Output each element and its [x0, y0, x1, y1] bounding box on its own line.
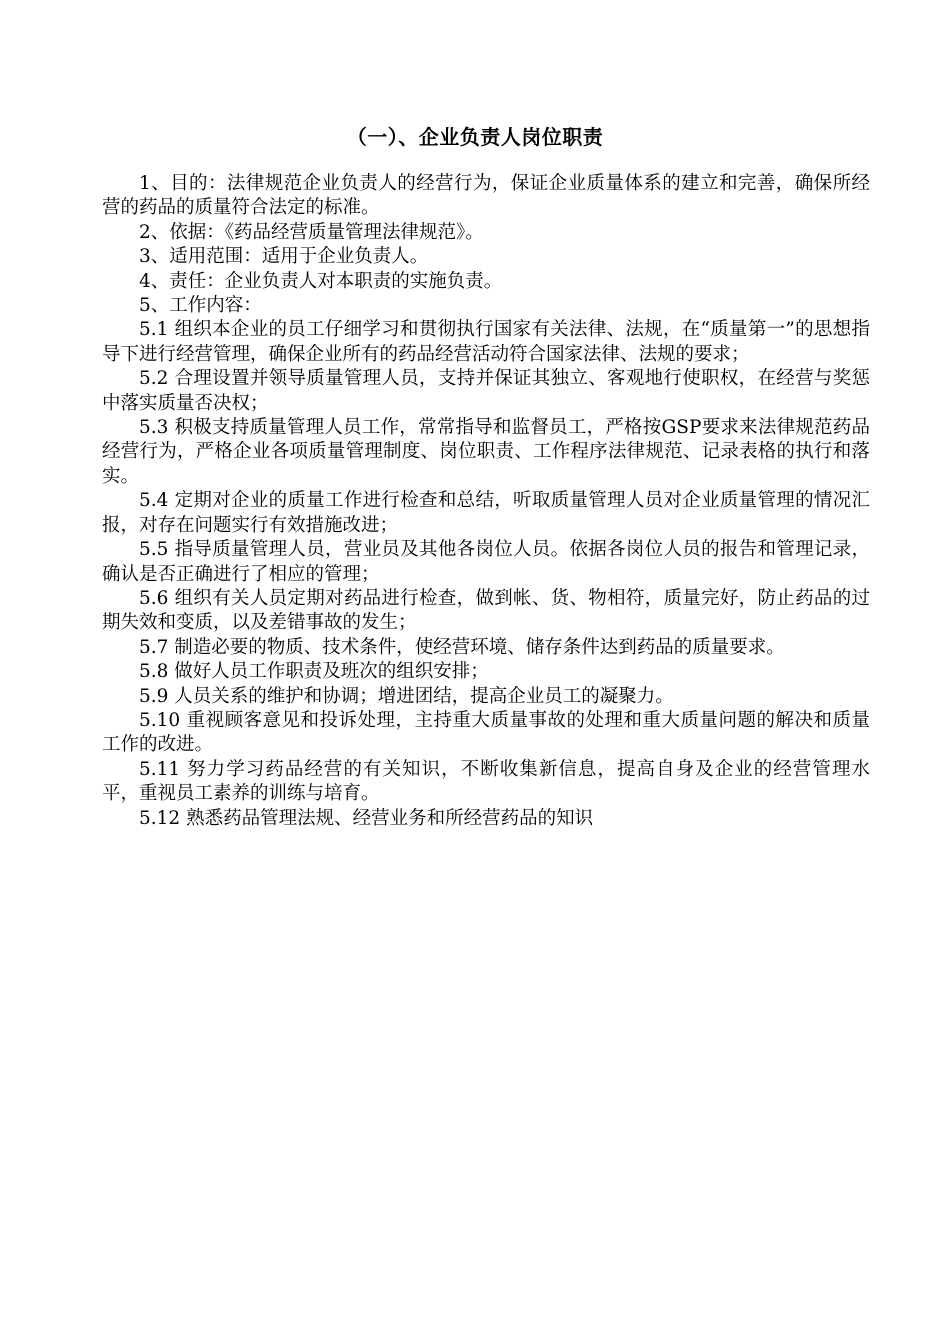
- paragraph-item-5-1: 5.1 组织本企业的员工仔细学习和贯彻执行国家有关法律、法规，在“质量第一”的思想指导下进行经营管理，确保企业所有的药品经营活动符合国家法律、法规的要求；: [102, 319, 870, 365]
- paragraph-item-5-9: 5.9 人员关系的维护和协调；增进团结，提高企业员工的凝聚力。: [139, 685, 674, 707]
- paragraph-item-5-3: 5.3 积极支持质量管理人员工作，常常指导和监督员工，严格按GSP要求来法律规范药品经营行为，严格企业各项质量管理制度、岗位职责、工作程序法律规范、记录表格的执行和落实。: [102, 417, 870, 487]
- paragraph-item-5-6: 5.6 组织有关人员定期对药品进行检查，做到帐、货、物相符，质量完好，防止药品的过期失效和变质，以及差错事故的发生；: [102, 587, 870, 634]
- page-title: （一）、企业负责人岗位职责: [346, 125, 604, 149]
- paragraph-item-5-2: 5.2 合理设置并领导质量管理人员，支持并保证其独立、客观地行使职权，在经营与奖惩中落实质量否决权；: [102, 368, 870, 414]
- paragraph-item-5-8: 5.8 做好人员工作职责及班次的组织安排；: [139, 661, 489, 683]
- paragraph-purpose: 1、目的：法律规范企业负责人的经营行为，保证企业质量体系的建立和完善，确保所经营的药品的质量符合法定的标准。: [102, 173, 870, 219]
- paragraph-item-5-10: 5.10 重视顾客意见和投诉处理，主持重大质量事故的处理和重大质量问题的解决和质量工作的改进。: [102, 709, 870, 756]
- paragraph-work-content-heading: 5、工作内容：: [139, 295, 262, 317]
- paragraph-responsibility: 4、责任：企业负责人对本职责的实施负责。: [139, 270, 503, 292]
- paragraph-scope: 3、适用范围：适用于企业负责人。: [139, 246, 429, 268]
- paragraph-basis: 2、依据：《药品经营质量管理法律规范》。: [139, 221, 484, 243]
- paragraph-item-5-11: 5.11 努力学习药品经营的有关知识，不断收集新信息，提高自身及企业的经营管理水平，重视员工素养的训练与培育。: [102, 758, 870, 805]
- paragraph-item-5-5: 5.5 指导质量管理人员，营业员及其他各岗位人员。依据各岗位人员的报告和管理记录，确认是否正确进行了相应的管理；: [102, 539, 870, 585]
- paragraph-item-5-4: 5.4 定期对企业的质量工作进行检查和总结，听取质量管理人员对企业质量管理的情况汇报，对存在问题实行有效措施改进；: [102, 490, 870, 536]
- paragraph-item-5-12: 5.12 熟悉药品管理法规、经营业务和所经营药品的知识: [139, 807, 594, 829]
- paragraph-item-5-7: 5.7 制造必要的物质、技术条件，使经营环境、储存条件达到药品的质量要求。: [139, 636, 785, 658]
- document-body: [102, 172, 870, 831]
